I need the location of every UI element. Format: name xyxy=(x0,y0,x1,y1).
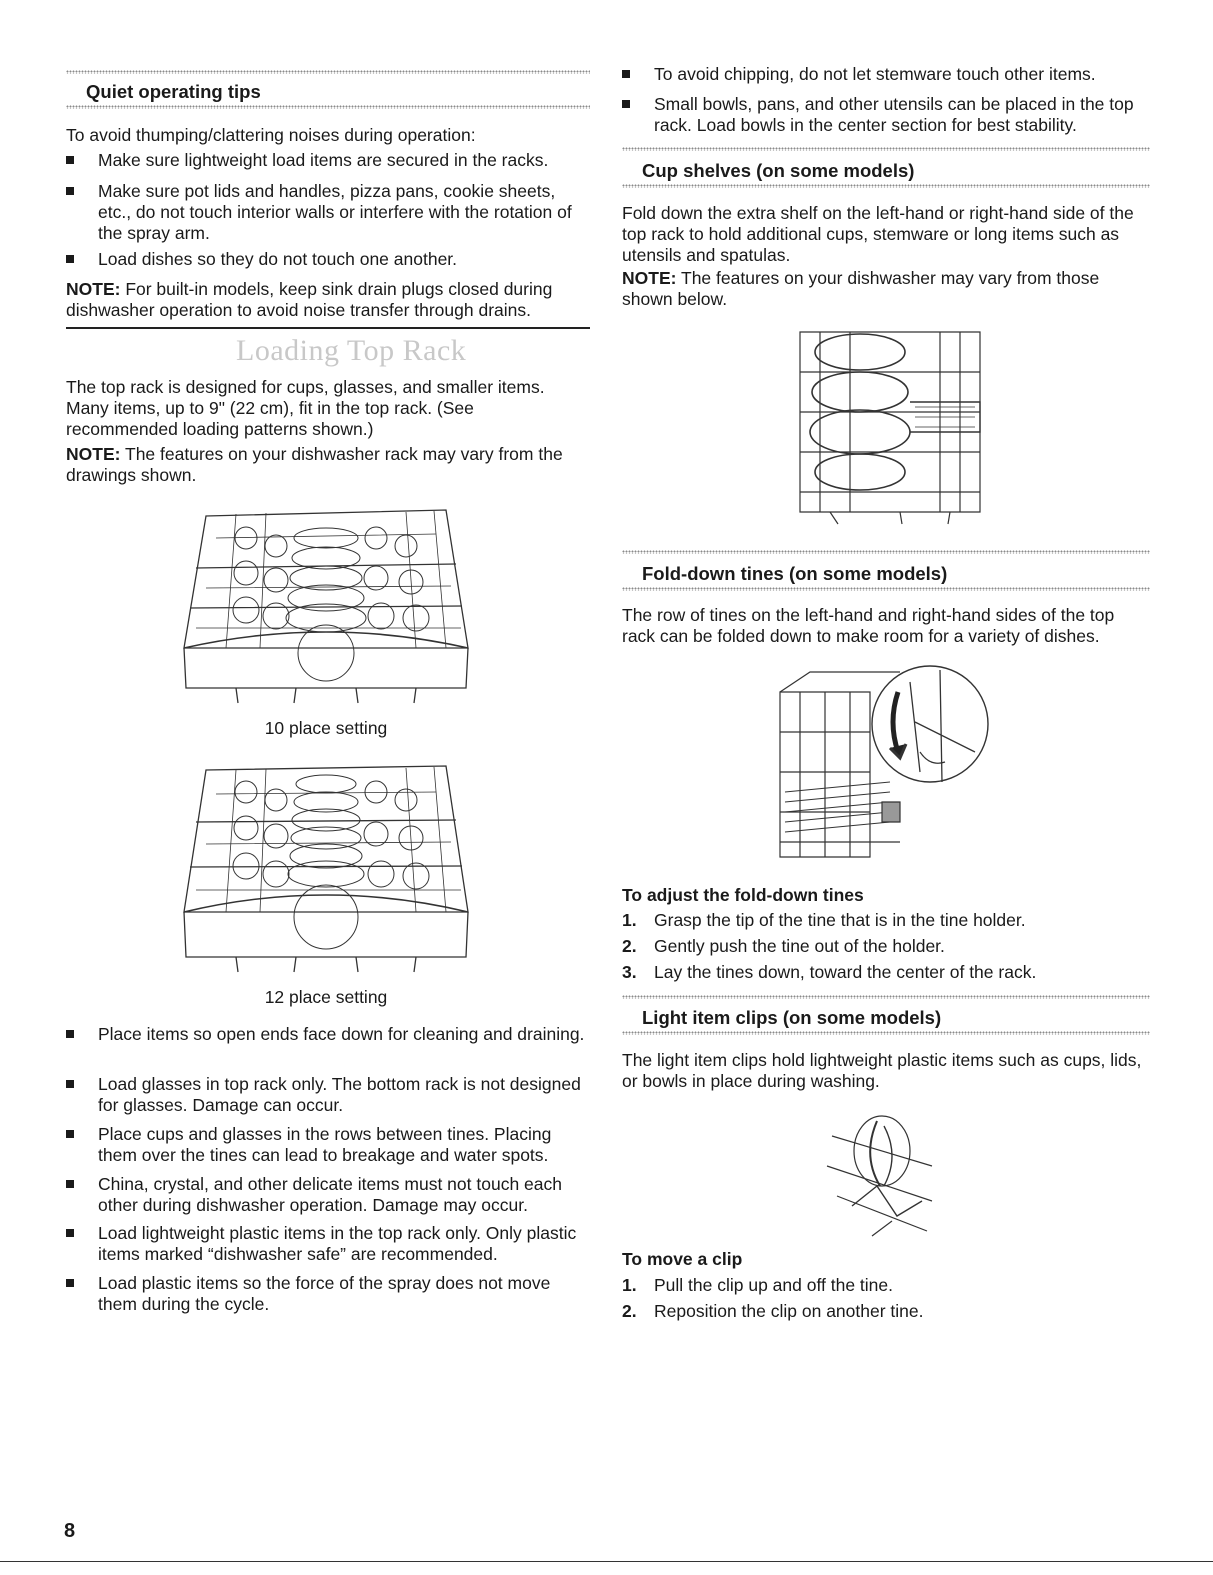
section-title-loading-top-rack: Loading Top Rack xyxy=(236,334,467,367)
bullet-icon xyxy=(66,1080,74,1088)
divider xyxy=(622,995,1150,999)
divider xyxy=(622,587,1150,591)
list-item: 2. Gently push the tine out of the holder. xyxy=(622,936,945,956)
divider xyxy=(622,147,1150,151)
list-item: 2. Reposition the clip on another tine. xyxy=(622,1301,924,1321)
list-item: 1. Pull the clip up and off the tine. xyxy=(622,1275,894,1295)
bullet-icon xyxy=(66,187,74,195)
divider xyxy=(622,1031,1150,1035)
cup-shelf-figure xyxy=(790,312,990,527)
bullet-icon xyxy=(66,1180,74,1188)
list-item: Make sure lightweight load items are secured in the racks. xyxy=(66,150,590,171)
list-item: Load dishes so they do not touch one another. xyxy=(66,249,590,270)
loading-note: NOTE: The features on your dishwasher rack may vary from the drawings shown. xyxy=(66,444,563,485)
quiet-note: NOTE: For built-in models, keep sink drain plugs closed during dishwasher operation to avoid noise transfer through drains. xyxy=(66,279,553,320)
quiet-intro: To avoid thumping/clattering noises during operation: xyxy=(66,125,476,145)
fold-subheading: To adjust the fold-down tines xyxy=(622,885,864,905)
list-item: Place items so open ends face down for cleaning and draining. xyxy=(66,1024,590,1045)
divider xyxy=(66,70,590,74)
section-heading-cup-shelves: Cup shelves (on some models) xyxy=(642,160,915,181)
divider xyxy=(66,105,590,109)
list-item: Small bowls, pans, and other utensils can be placed in the top rack. Load bowls in the center section for best stability. xyxy=(622,94,1150,136)
loading-paragraph: The top rack is designed for cups, glasses, and smaller items. Many items, up to 9" (22 cm), fit in the top rack. (See recommended loading patterns shown.) xyxy=(66,377,545,439)
section-heading-quiet: Quiet operating tips xyxy=(86,81,261,102)
clips-subheading: To move a clip xyxy=(622,1249,743,1269)
page-number: 8 xyxy=(64,1520,76,1542)
light-item-clip-figure xyxy=(822,1106,942,1246)
list-item: To avoid chipping, do not let stemware touch other items. xyxy=(622,64,1150,85)
bullet-icon xyxy=(66,1130,74,1138)
section-heading-light-item-clips: Light item clips (on some models) xyxy=(642,1007,942,1028)
fold-down-tines-figure xyxy=(770,662,990,867)
divider xyxy=(622,550,1150,554)
figure-caption: 12 place setting xyxy=(264,987,388,1007)
bullet-icon xyxy=(66,1279,74,1287)
fold-paragraph: The row of tines on the left-hand and right-hand sides of the top rack can be folded down to make room for a variety of dishes. xyxy=(622,605,1115,646)
bullet-icon xyxy=(66,1229,74,1237)
list-item: 3. Lay the tines down, toward the center of the rack. xyxy=(622,962,1037,982)
list-item: Load lightweight plastic items in the top rack only. Only plastic items marked “dishwasher safe” are recommended. xyxy=(66,1223,590,1265)
bullet-icon xyxy=(622,70,630,78)
rack-12-place-setting-figure xyxy=(176,762,476,977)
bullet-icon xyxy=(66,156,74,164)
bullet-icon xyxy=(622,100,630,108)
bullet-icon xyxy=(66,255,74,263)
bullet-icon xyxy=(66,1030,74,1038)
cup-paragraph: Fold down the extra shelf on the left-hand or right-hand side of the top rack to hold additional cups, stemware or long items such as utensils and spatulas. xyxy=(622,203,1134,265)
figure-caption: 10 place setting xyxy=(264,718,388,738)
section-heading-fold-down-tines: Fold-down tines (on some models) xyxy=(642,563,948,584)
list-item: Load glasses in top rack only. The bottom rack is not designed for glasses. Damage can occur. xyxy=(66,1074,590,1116)
clips-paragraph: The light item clips hold lightweight plastic items such as cups, lids, or bowls in place during washing. xyxy=(622,1050,1142,1091)
list-item: Make sure pot lids and handles, pizza pans, cookie sheets, etc., do not touch interior walls or interfere with the rotation of the spray arm. xyxy=(66,181,590,244)
cup-note: NOTE: The features on your dishwasher may vary from those shown below. xyxy=(622,268,1100,309)
footer-rule xyxy=(0,1561,1213,1562)
list-item: Place cups and glasses in the rows between tines. Placing them over the tines can lead to breakage and water spots. xyxy=(66,1124,590,1166)
list-item: China, crystal, and other delicate items must not touch each other during dishwasher operation. Damage may occur. xyxy=(66,1174,590,1216)
section-rule xyxy=(66,327,590,329)
rack-10-place-setting-figure xyxy=(176,498,476,708)
list-item: 1. Grasp the tip of the tine that is in the tine holder. xyxy=(622,910,1026,930)
list-item: Load plastic items so the force of the spray does not move them during the cycle. xyxy=(66,1273,590,1315)
divider xyxy=(622,184,1150,188)
